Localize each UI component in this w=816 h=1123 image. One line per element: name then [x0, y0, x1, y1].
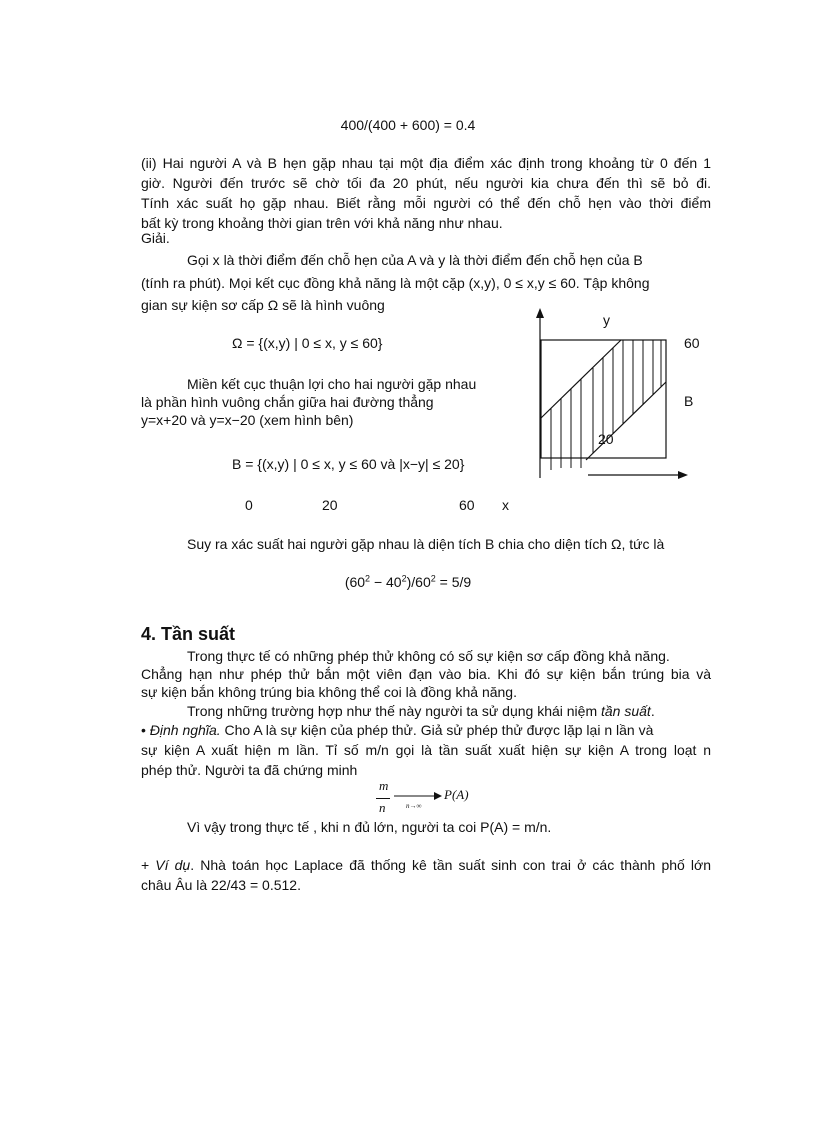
b-set: B = {(x,y) | 0 ≤ x, y ≤ 60 và |x−y| ≤ 20}	[232, 456, 465, 472]
section-p2-end: .	[650, 703, 655, 719]
problem-line-2: giờ. Người đến trước sẽ chờ tối đa 20 phút, nếu người kia chưa đến thì sẽ bỏ đi.	[141, 175, 711, 191]
section-p2-text: Trong những trường hợp như thế này người ta sử dụng khái niệm	[187, 703, 601, 719]
example-line-2: châu Âu là 22/43 = 0.512.	[141, 877, 301, 893]
definition-line-1-rest: Cho A là sự kiện của phép thử. Giả sử phép thử được lặp lại n lần và	[220, 722, 654, 738]
figure-y-label: y	[603, 312, 610, 328]
limit-rhs: P(A)	[444, 787, 469, 802]
definition-line-3: phép thử. Người ta đã chứng minh	[141, 762, 358, 778]
figure-label-20: 20	[598, 431, 614, 447]
y-axis-arrow	[536, 308, 544, 318]
region-line-2: là phần hình vuông chắn giữa hai đường thẳng	[141, 394, 434, 410]
solution-line-2: (tính ra phút). Mọi kết cục đồng khả năng là một cặp (x,y), 0 ≤ x,y ≤ 60. Tập không	[141, 275, 650, 291]
conclusion-line: Suy ra xác suất hai người gặp nhau là diện tích B chia cho diện tích Ω, tức là	[187, 536, 665, 552]
section-p2-italic: tần suất	[601, 703, 651, 719]
example-line-1-rest: . Nhà toán học Laplace đã thống kê tần suất sinh con trai ở các thành phố lớn	[190, 857, 711, 873]
result-sup-2: 2	[401, 573, 407, 584]
section-p1-line-3: sự kiện bắn không trúng bia không thể coi là đồng khả năng.	[141, 684, 517, 700]
limit-subscript: n→∞	[406, 802, 422, 810]
region-line-3: y=x+20 và y=x−20 (xem hình bên)	[141, 412, 354, 428]
result-part-b: − 40	[370, 574, 402, 590]
problem-line-1: (ii) Hai người A và B hẹn gặp nhau tại một địa điểm xác định trong khoảng từ 0 đến 1	[141, 155, 711, 171]
definition-label: Định nghĩa.	[149, 722, 221, 738]
fraction-bar	[376, 798, 390, 799]
result-part-d: = 5/9	[435, 574, 472, 590]
example-line-1	[141, 856, 711, 875]
solution-line-1: Gọi x là thời điểm đến chỗ hẹn của A và y là thời điểm đến chỗ hẹn của B	[187, 252, 643, 268]
problem-line-3: Tính xác suất họ gặp nhau. Biết rằng mỗi người có thể đến chỗ hẹn vào thời điểm	[141, 195, 711, 211]
x-axis-arrow	[678, 471, 688, 479]
limit-numerator: m	[379, 778, 389, 793]
result-sup-1: 2	[365, 573, 371, 584]
result-part-c: )/60	[406, 574, 431, 590]
result-part-a: (60	[344, 574, 366, 590]
result-formula	[0, 573, 816, 592]
figure-label-b: B	[684, 393, 694, 409]
section-p1-line-2: Chẳng hạn như phép thử bắn một viên đạn vào bia. Khi đó sự kiện bắn trúng bia và	[141, 666, 711, 682]
example-prefix: +	[141, 857, 156, 873]
solution-line-3: gian sự kiện sơ cấp Ω sẽ là hình vuông	[141, 297, 385, 313]
omega-set: Ω = {(x,y) | 0 ≤ x, y ≤ 60}	[232, 335, 383, 351]
definition-line-1	[141, 721, 653, 740]
problem-line-4: bất kỳ trong khoảng thời gian trên với khả năng như nhau.	[141, 215, 503, 231]
practice-line: Vì vậy trong thực tế , khi n đủ lớn, người ta coi P(A) = m/n.	[187, 819, 552, 835]
region-line-1: Miền kết cục thuận lợi cho hai người gặp nhau	[187, 376, 477, 392]
solution-heading: Giải.	[141, 230, 170, 246]
axis-label-x: x	[502, 497, 509, 513]
formula-line: 400/(400 + 600) = 0.4	[340, 117, 476, 133]
axis-label-20: 20	[322, 497, 338, 513]
section-p2	[187, 702, 655, 721]
definition-line-2: sự kiện A xuất hiện m lần. Tỉ số m/n gọi là tần suất xuất hiện sự kiện A trong loạt n	[141, 742, 711, 758]
definition-bullet: •	[141, 722, 150, 738]
example-label: Ví dụ	[155, 857, 191, 873]
result-sup-3: 2	[430, 573, 436, 584]
axis-label-60: 60	[459, 497, 475, 513]
section-p1-line-1: Trong thực tế có những phép thử không có số sự kiện sơ cấp đồng khả năng.	[187, 648, 670, 664]
figure-label-60: 60	[684, 335, 700, 351]
region-hatching	[551, 340, 661, 470]
section-heading: 4. Tần suất	[141, 624, 236, 644]
limit-denominator: n	[379, 800, 386, 815]
limit-arrow-icon	[394, 790, 442, 802]
probability-region-figure	[530, 300, 700, 485]
axis-label-0: 0	[245, 497, 253, 513]
